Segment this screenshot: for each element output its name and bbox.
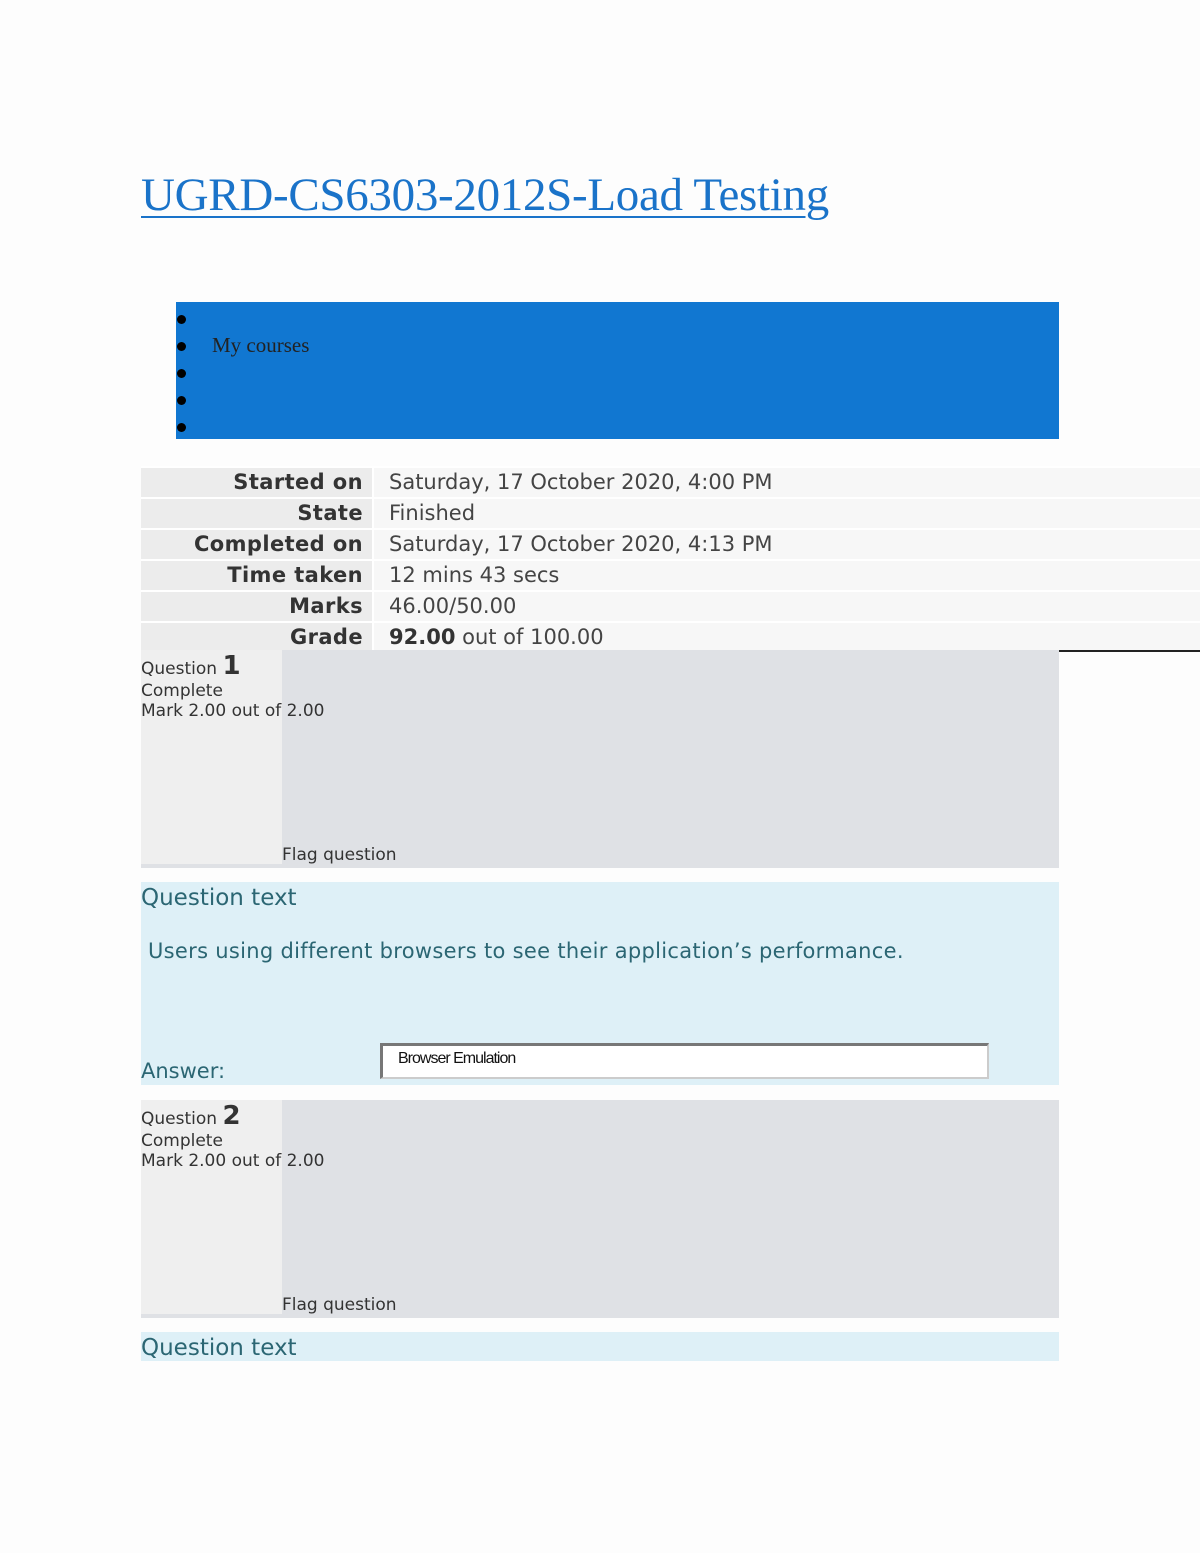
question-state: Complete	[141, 1131, 223, 1151]
summary-row-started	[141, 466, 1200, 497]
question-prefix: Question	[141, 659, 223, 679]
grade-suffix: out of 100.00	[455, 625, 604, 649]
summary-value: Finished	[372, 499, 1200, 528]
question-2-info	[141, 1100, 1059, 1318]
question-number-value: 1	[222, 651, 241, 681]
flag-question-link[interactable]: Flag question	[282, 1295, 397, 1315]
summary-label: Started on	[141, 468, 372, 497]
summary-label: Marks	[141, 592, 372, 621]
navbar	[176, 302, 1059, 439]
grade-value: 92.00	[389, 625, 456, 649]
nav-item-my-courses[interactable]: My courses	[176, 332, 1059, 359]
question-grade: Mark 2.00 out of 2.00	[141, 701, 325, 721]
question-prefix: Question	[141, 1109, 223, 1129]
nav-item-4[interactable]	[176, 386, 1059, 413]
summary-label: Completed on	[141, 530, 372, 559]
nav-item-3[interactable]	[176, 359, 1059, 386]
summary-value: 12 mins 43 secs	[372, 561, 1200, 590]
answer-label: Answer:	[141, 1059, 226, 1083]
question-text-heading: Question text	[141, 1335, 297, 1361]
question-1-formulation	[141, 882, 1059, 1085]
flag-question-link[interactable]: Flag question	[282, 845, 397, 865]
answer-input[interactable]: Browser Emulation	[380, 1043, 989, 1079]
summary-value	[372, 623, 1200, 650]
question-number-value: 2	[222, 1101, 241, 1131]
summary-label: State	[141, 499, 372, 528]
summary-row-marks	[141, 590, 1200, 621]
question-text-heading: Question text	[141, 885, 297, 911]
summary-row-state	[141, 497, 1200, 528]
question-2-formulation	[141, 1332, 1059, 1361]
summary-value: Saturday, 17 October 2020, 4:13 PM	[372, 530, 1200, 559]
question-1-info	[141, 650, 1059, 868]
summary-value: Saturday, 17 October 2020, 4:00 PM	[372, 468, 1200, 497]
course-title-link[interactable]: UGRD-CS6303-2012S-Load Testing	[141, 169, 829, 221]
nav-item-5[interactable]	[176, 413, 1059, 440]
summary-value: 46.00/50.00	[372, 592, 1200, 621]
question-text: Users using different browsers to see their application’s performance.	[148, 939, 904, 963]
summary-label: Grade	[141, 623, 372, 650]
summary-row-time-taken	[141, 559, 1200, 590]
summary-row-grade	[141, 621, 1200, 652]
quiz-summary-table	[141, 466, 1200, 652]
summary-label: Time taken	[141, 561, 372, 590]
question-grade: Mark 2.00 out of 2.00	[141, 1151, 325, 1171]
summary-row-completed	[141, 528, 1200, 559]
nav-item-1[interactable]	[176, 305, 1059, 332]
question-state: Complete	[141, 681, 223, 701]
nav-list	[176, 305, 1059, 440]
